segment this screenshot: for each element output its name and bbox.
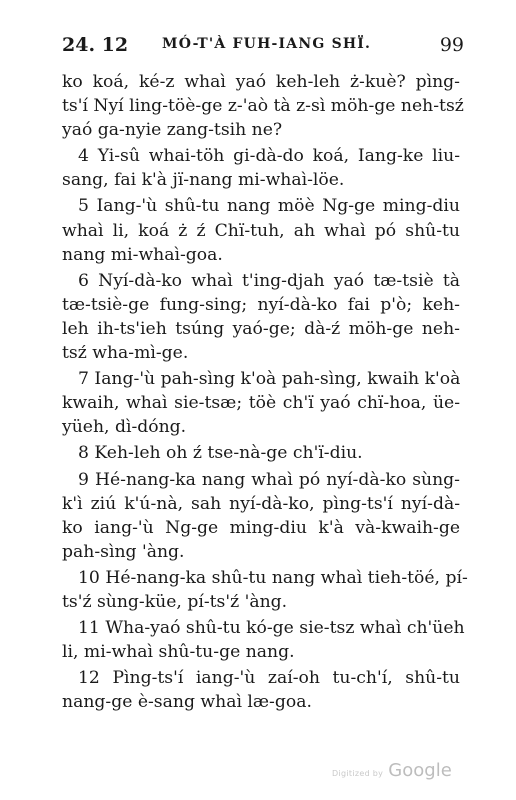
text-line: ko koá, ké-z whaì yaó keh-leh ż-kuè? pìng- <box>62 72 460 92</box>
text-line: kwaih, whaì sie-tsæ; töè ch'ï yaó chï-hoa, üe- <box>62 393 460 414</box>
text-line: ts'ź sùng-küe, pí-ts'ź 'àng. <box>62 591 288 612</box>
verse-8-start: 8 Keh-leh oh ź tse-nà-ge ch'ï-diu. <box>78 443 363 464</box>
text-line: li, mi-whaì shû-tu-ge nang. <box>62 642 295 663</box>
text-line: yaó ga-nyie zang-tsih ne? <box>62 120 283 141</box>
text-line: sang, fai k'à jï-nang mi-whaì-löe. <box>62 170 345 191</box>
verse-12-start: 12 Pìng-ts'í iang-'ù zaí-oh tu-ch'í, shû-tu <box>78 668 460 689</box>
scripture-text <box>62 70 468 714</box>
text-line: k'ì ziú k'ú-nà, sah nyí-dà-ko, pìng-ts'í nyí-dà- <box>62 493 460 514</box>
chapter-verse-reference: 24. 12 <box>62 34 129 56</box>
text-line: ts'í Nyí ling-töè-ge z-'aò tà z-sì möh-ge neh-tsź <box>62 96 464 117</box>
text-line: yüeh, dì-dóng. <box>62 417 187 438</box>
digitization-watermark <box>332 760 452 781</box>
verse-5-start: 5 Iang-'ù shû-tu nang möè Ng-ge ming-diu <box>78 196 460 217</box>
watermark-logo-text: Google <box>388 760 452 781</box>
text-line: leh ih-ts'ieh tsúng yaó-ge; dà-ź möh-ge neh- <box>62 318 460 339</box>
text-line: nang-ge è-sang whaì læ-goa. <box>62 692 312 713</box>
verse-4-start: 4 Yi-sû whai-töh gi-dà-do koá, Iang-ke liu- <box>78 146 460 167</box>
watermark-prefix: Digitized by <box>332 769 384 778</box>
verse-7-start: 7 Iang-'ù pah-sìng k'oà pah-sìng, kwaih k'oà <box>78 369 461 390</box>
running-header <box>62 34 464 60</box>
text-line: whaì li, koá ż ź Chï-tuh, ah whaì pó shû-tu <box>62 220 460 241</box>
verse-11-start: 11 Wha-yaó shû-tu kó-ge sie-tsz whaì ch'üeh <box>78 618 465 639</box>
verse-6-start: 6 Nyí-dà-ko whaì t'ing-djah yaó tæ-tsiè tà <box>78 270 460 291</box>
running-title: MÓ-T'À FUH-IANG SHÏ. <box>162 36 372 52</box>
page-number: 99 <box>439 34 464 56</box>
verse-9-start: 9 Hé-nang-ka nang whaì pó nyí-dà-ko sùng- <box>78 469 460 490</box>
text-line: pah-sìng 'àng. <box>62 541 185 562</box>
text-line: ko iang-'ù Ng-ge ming-diu k'à và-kwaih-ge <box>62 517 460 538</box>
text-line: tæ-tsiè-ge fung-sing; nyí-dà-ko fai p'ò; keh- <box>62 294 460 315</box>
text-line: nang mi-whaì-goa. <box>62 244 223 265</box>
verse-10-start: 10 Hé-nang-ka shû-tu nang whaì tieh-töé, pí- <box>78 567 468 588</box>
text-line: tsź wha-mì-ge. <box>62 343 189 364</box>
